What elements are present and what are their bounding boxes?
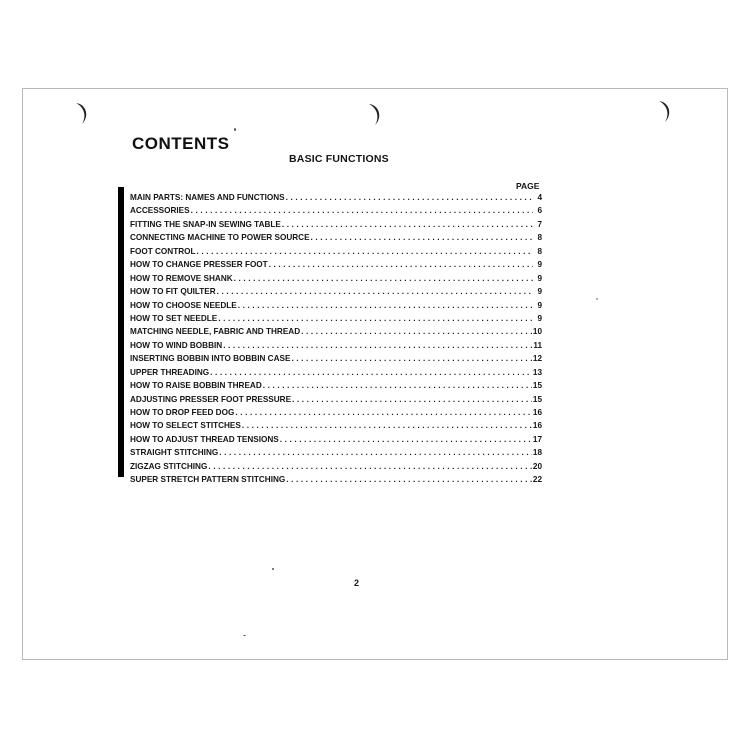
toc-entry-title: ACCESSORIES (130, 206, 190, 216)
toc-entry-title: HOW TO WIND BOBBIN (130, 340, 223, 350)
punch-hole-icon (72, 100, 92, 126)
toc-entry-page: 8 (537, 246, 542, 256)
toc-entry-title: HOW TO DROP FEED DOG (130, 408, 235, 417)
toc-entry (130, 272, 542, 285)
toc-entry-page: 12 (532, 354, 542, 364)
toc-entry-title: FOOT CONTROL (130, 246, 196, 256)
toc-entry (130, 352, 542, 365)
punch-hole-icon (655, 98, 675, 124)
toc-entry-title: SUPER STRETCH PATTERN STITCHING (130, 475, 286, 485)
page-number: 2 (354, 578, 360, 588)
toc-entry-page: 16 (532, 408, 542, 417)
toc-dot-leader (191, 204, 533, 217)
toc-dot-leader (292, 393, 532, 406)
toc-entry-title: UPPER THREADING (130, 367, 210, 377)
toc-entry-page: 15 (532, 381, 542, 391)
toc-entry (130, 460, 542, 473)
toc-entry-title: HOW TO FIT QUILTER (130, 287, 216, 297)
toc-entry (130, 325, 542, 338)
toc-entry-page: 9 (537, 273, 542, 283)
page-column-label: PAGE (516, 181, 540, 191)
toc-dot-leader (235, 406, 532, 419)
toc-dot-leader (311, 231, 533, 244)
toc-entry-page: 9 (537, 300, 542, 310)
toc-entry-title: CONNECTING MACHINE TO POWER SOURCE (130, 233, 310, 243)
toc-dot-leader (269, 258, 533, 271)
toc-dot-leader (234, 272, 533, 285)
toc-entry (130, 191, 542, 204)
toc-dot-leader (286, 191, 533, 204)
toc-dot-leader (280, 433, 532, 446)
toc-dot-leader (208, 460, 532, 473)
toc-entry-title: HOW TO REMOVE SHANK (130, 273, 233, 283)
toc-margin-bar (118, 187, 124, 477)
toc-entry-page: 22 (532, 475, 542, 485)
punch-hole-icon (365, 101, 385, 127)
scan-speck (272, 568, 274, 570)
toc-entry-title: STRAIGHT STITCHING (130, 448, 219, 458)
toc-entry-title: ZIGZAG STITCHING (130, 461, 208, 471)
toc-entry-title: HOW TO SET NEEDLE (130, 313, 218, 323)
toc-entry-title: MAIN PARTS: NAMES AND FUNCTIONS (130, 193, 285, 202)
toc-entry (130, 258, 542, 271)
toc-dot-leader (291, 352, 531, 365)
toc-dot-leader (263, 379, 532, 392)
toc-entry (130, 433, 542, 446)
toc-entry (130, 204, 542, 217)
toc-entry-page: 9 (537, 313, 542, 323)
toc-entry-title: FITTING THE SNAP-IN SEWING TABLE (130, 219, 281, 229)
toc-entry (130, 473, 542, 486)
toc-entry-page: 6 (537, 206, 542, 216)
toc-dot-leader (286, 473, 532, 486)
contents-heading: CONTENTS (132, 134, 230, 153)
toc-entry (130, 446, 542, 459)
toc-entry-page: 10 (532, 327, 542, 337)
toc-entry (130, 419, 542, 432)
toc-entry-page: 13 (532, 367, 542, 377)
toc-entry-title: INSERTING BOBBIN INTO BOBBIN CASE (130, 354, 291, 364)
toc-entry (130, 406, 542, 419)
table-of-contents (130, 191, 542, 487)
toc-entry (130, 285, 542, 298)
toc-entry-page: 9 (537, 260, 542, 270)
toc-entry-page: 8 (537, 233, 542, 243)
toc-dot-leader (242, 419, 532, 432)
toc-entry-page: 11 (533, 340, 542, 350)
toc-dot-leader (223, 339, 532, 352)
section-title: BASIC FUNCTIONS (289, 153, 389, 165)
toc-entry (130, 379, 542, 392)
toc-entry-page: 20 (532, 461, 542, 471)
toc-entry-title: HOW TO CHANGE PRESSER FOOT (130, 260, 268, 270)
toc-entry-page: 7 (537, 219, 542, 229)
toc-entry (130, 312, 542, 325)
toc-entry-title: ADJUSTING PRESSER FOOT PRESSURE (130, 394, 292, 404)
toc-entry (130, 393, 542, 406)
toc-entry (130, 245, 542, 258)
toc-dot-leader (238, 299, 533, 312)
scan-speck (596, 298, 598, 300)
toc-entry-page: 17 (532, 434, 542, 444)
toc-entry-title: HOW TO RAISE BOBBIN THREAD (130, 381, 262, 391)
toc-entry-page: 16 (532, 421, 542, 431)
toc-entry-page: 9 (537, 287, 542, 297)
toc-entry (130, 366, 542, 379)
toc-dot-leader (217, 285, 533, 298)
toc-entry (130, 218, 542, 231)
toc-dot-leader (197, 245, 534, 258)
toc-entry-title: HOW TO CHOOSE NEEDLE (130, 300, 237, 310)
toc-entry (130, 231, 542, 244)
toc-entry (130, 339, 542, 352)
toc-dot-leader (218, 312, 533, 325)
toc-entry-title: MATCHING NEEDLE, FABRIC AND THREAD (130, 327, 301, 337)
toc-dot-leader (219, 446, 532, 459)
scan-speck (243, 635, 246, 636)
toc-entry-page: 15 (532, 394, 542, 404)
toc-entry-title: HOW TO SELECT STITCHES (130, 421, 241, 431)
toc-dot-leader (210, 366, 532, 379)
toc-dot-leader (282, 218, 533, 231)
toc-entry-page: 18 (532, 448, 542, 458)
scan-speck (234, 128, 236, 131)
toc-entry-page: 4 (537, 193, 542, 202)
toc-dot-leader (301, 325, 532, 338)
toc-entry-title: HOW TO ADJUST THREAD TENSIONS (130, 434, 279, 444)
toc-entry (130, 299, 542, 312)
